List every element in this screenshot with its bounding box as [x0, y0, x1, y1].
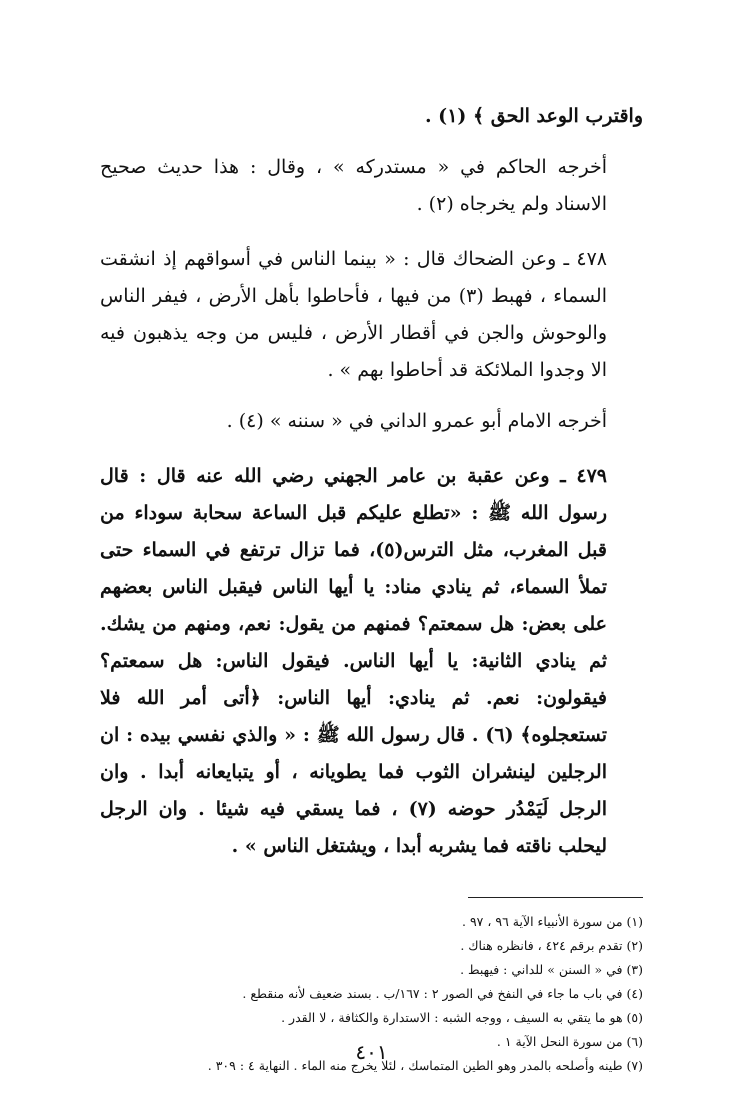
- footnotes-divider: [468, 897, 643, 898]
- page-number: ٤٠١: [355, 1040, 388, 1064]
- footnote-5: (٥) هو ما يتقي به السيف ، ووجه الشبه : الاستدارة والكثافة ، لا القدر .: [281, 1010, 643, 1025]
- source-note-hakim: أخرجه الحاكم في « مستدركه » ، وقال : هذا حديث صحيح الاسناد ولم يخرجاه (٢) .: [100, 156, 607, 215]
- footnote-6: (٦) من سورة النحل الآية ١ .: [496, 1034, 643, 1049]
- source-note-dani: أخرجه الامام أبو عمرو الداني في « سننه » (٤) .: [226, 410, 607, 432]
- footnote-3: (٣) في « السنن » للداني : فيهبط .: [460, 962, 643, 977]
- hadith-478: ٤٧٨ ـ وعن الضحاك قال : « بينما الناس في أسواقهم إذ انشقت السماء ، فهبط (٣) من فيها ، فأحاطوا بأهل الأرض ، فيفر الناس والوحوش والجن في أقطار الأرض ، فليس من وجه يذهبون فيه الا وجدوا الملائكة قد أحاطوا بهم » .: [100, 248, 607, 381]
- footnote-1: (١) من سورة الأنبياء الآية ٩٦ ، ٩٧ .: [462, 914, 643, 929]
- footnote-7: (٧) طينه وأصلحه بالمدر وهو الطين المتماسك ، لئلا يخرج منه الماء . النهاية ٤ : ٣٠٩ .: [207, 1058, 643, 1073]
- hadith-479: ٤٧٩ ـ وعن عقبة بن عامر الجهني رضي الله عنه قال : قال رسول الله ﷺ : «تطلع عليكم قبل الساعة سحابة سوداء من قبل المغرب، مثل الترس(٥)، فما تزال ترتفع في السماء حتى تملأ السماء، ثم ينادي مناد: يا أيها الناس فيقبل الناس بعضهم على بعض: هل سمعتم؟ فمنهم من يقول: نعم، ومنهم من يشك. ثم ينادي الثانية: يا أيها الناس. فيقول الناس: هل سمعتم؟ فيقولون: نعم. ثم ينادي: أيها الناس: ﴿أتى أمر الله فلا تستعجلوه﴾ (٦) . قال رسول الله ﷺ : « والذي نفسي بيده : ان الرجلين لينشران الثوب فما يطويانه ، أو يتبايعانه أبدا . وان الرجل لَيَمْدُر حوضه (٧) ، فما يسقي فيه شيئا . وان الرجل ليحلب ناقته فما يشربه أبدا ، ويشتغل الناس » .: [100, 465, 607, 857]
- intro-line: واقترب الوعد الحق ﴾ (١) .: [424, 105, 643, 127]
- footnote-4: (٤) في باب ما جاء في النفخ في الصور ٢ : ١٦٧/ب . بسند ضعيف لأنه منقطع .: [242, 986, 643, 1001]
- footnote-2: (٢) تقدم برقم ٤٢٤ ، فانظره هناك .: [460, 938, 643, 953]
